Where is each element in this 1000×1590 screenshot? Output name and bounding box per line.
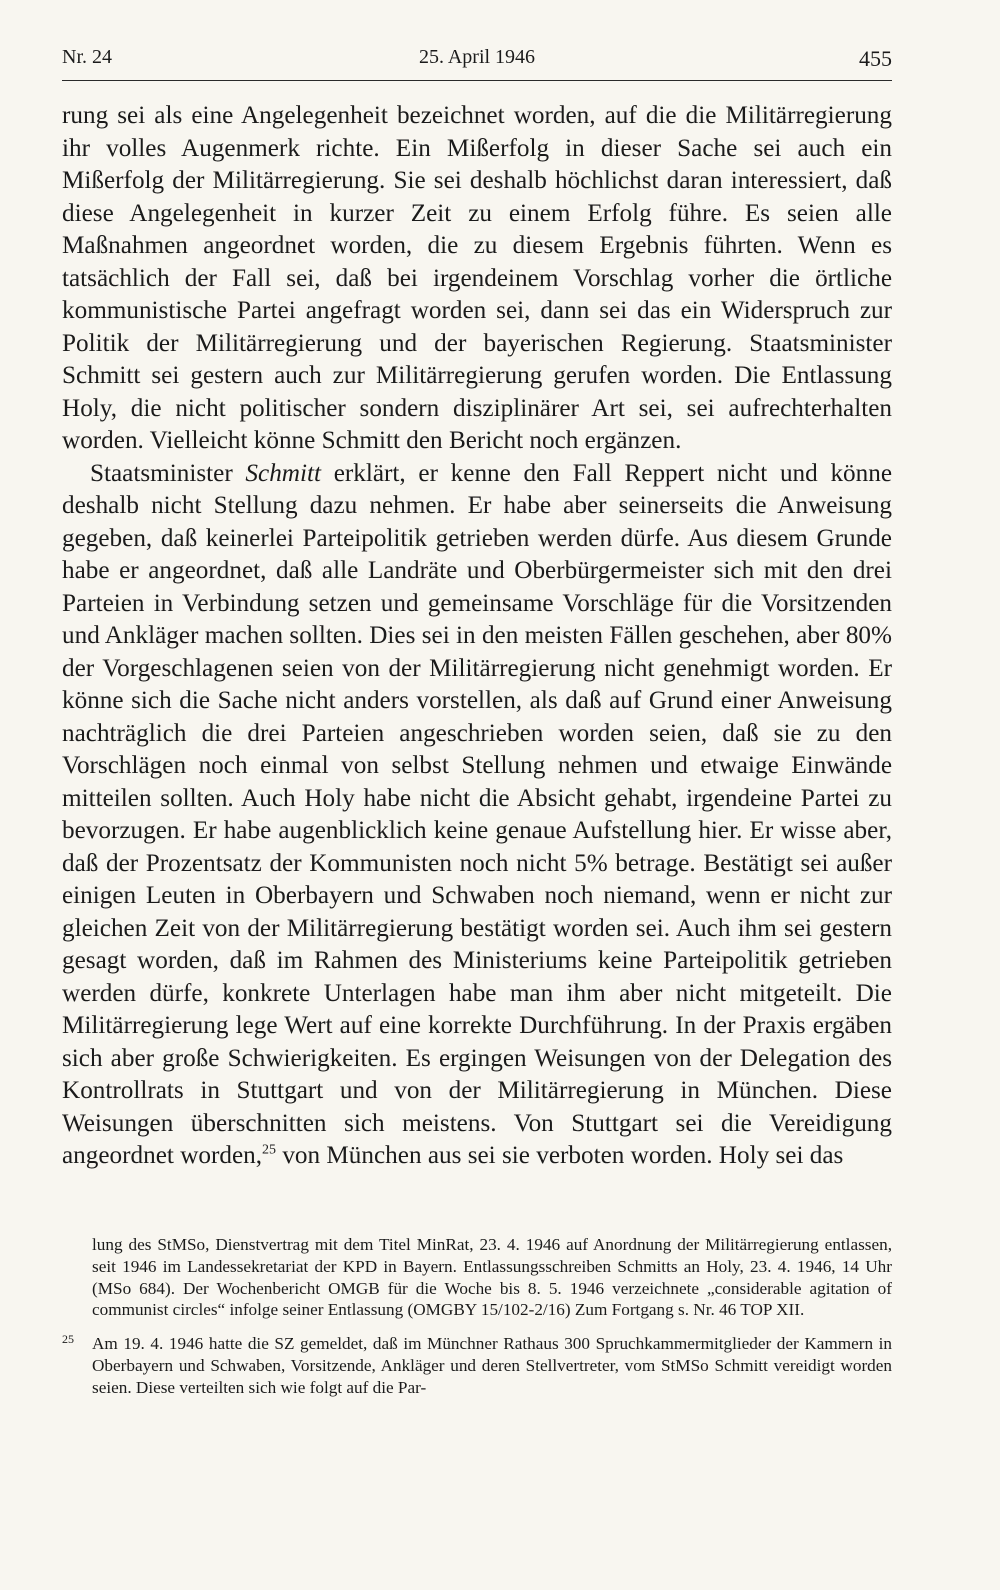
paragraph-2-lead: Staatsminister: [90, 459, 233, 487]
footnote-25-text: Am 19. 4. 1946 hatte die SZ gemeldet, daß im Münchner Rathaus 300 Spruchkammermitglieder der Kammern in Oberbayern und Schwaben, Vorsitzende, Ankläger und deren Stellvertreter, vom StMSo Schmitt vereidigt worden seien. Diese verteilten sich wie folgt auf die Par-: [92, 1334, 892, 1397]
session-date: 25. April 1946: [418, 46, 536, 68]
header-rule: [62, 80, 892, 81]
speaker-name: Schmitt: [245, 459, 321, 487]
footnotes: [62, 1234, 892, 1399]
footnote-25-number: 25: [62, 1332, 74, 1347]
paragraph-1: rung sei als eine Angelegenheit bezeichnet worden, auf die die Militärregierung ihr volles Augenmerk richte. Ein Mißerfolg in dieser Sache sei auch ein Mißerfolg der Militärregierung. Sie sei deshalb höchlichst daran interessiert, daß diese Angelegenheit in kurzer Zeit zu einem Erfolg führe. Es seien alle Maßnahmen angeordnet worden, die zu diesem Ergebnis führten. Wenn es tatsächlich der Fall sei, daß bei irgendeinem Vorschlag vorher die örtliche kommunistische Partei angefragt worden sei, dann sei das ein Widerspruch zur Politik der Militärregierung und der bayerischen Regierung. Staatsminister Schmitt sei gestern auch zur Militärregierung gerufen worden. Die Entlassung Holy, die nicht politischer sondern disziplinärer Art sei, sei aufrechterhalten worden. Vielleicht könne Schmitt den Bericht noch ergänzen.: [62, 102, 892, 454]
footnote-continuation: lung des StMSo, Dienstvertrag mit dem Titel MinRat, 23. 4. 1946 auf Anordnung der Militärregierung entlassen, seit 1946 im Landessekretariat der KPD in Bayern. Entlassungsschreiben Schmitts an Holy, 23. 4. 1946, 14 Uhr (MSo 684). Der Wochenbericht OMGB für die Woche bis 8. 5. 1946 verzeichnete „considerable agitation of communist circles“ infolge seiner Entlassung (OMGBY 15/102-2/16) Zum Fortgang s. Nr. 46 TOP XII.: [92, 1235, 892, 1320]
paragraph-2: [62, 458, 892, 1173]
document-number: Nr. 24: [62, 46, 112, 68]
paragraph-2-main: erklärt, er kenne den Fall Reppert nicht und könne deshalb nicht Stellung dazu nehmen. Er habe aber seinerseits die Anweisung gegeben, daß keinerlei Parteipolitik getrieben werden dürfe. Aus diesem Grunde habe er angeordnet, daß alle Landräte und Oberbürgermeister sich mit den drei Parteien in Verbindung setzen und gemeinsame Vorschläge für die Vorsitzenden und Ankläger machen sollten. Dies sei in den meisten Fällen geschehen, aber 80% der Vorgeschlagenen seien von der Militärregierung nicht genehmigt worden. Er könne sich die Sache nicht anders vorstellen, als daß auf Grund einer Anweisung nachträglich die drei Parteien angeschrieben worden seien, daß sie zu den Vorschlägen noch einmal von selbst Stellung nehmen und etwaige Einwände mitteilen sollten. Auch Holy habe nicht die Absicht gehabt, irgendeine Partei zu bevorzugen. Er habe augenblicklich keine genaue Aufstellung hier. Er wisse aber, daß der Prozentsatz der Kommunisten noch nicht 5% betrage. Bestätigt sei außer einigen Leuten in Oberbayern und Schwaben noch niemand, wenn er nicht zur gleichen Zeit von der Militärregierung bestätigt worden sei. Auch ihm sei gestern gesagt worden, daß im Rahmen des Ministeriums keine Parteipolitik getrieben werden dürfe, konkrete Unterlagen habe man ihm aber nicht mitgeteilt. Die Militärregierung lege Wert auf eine korrekte Durchführung. In der Praxis ergäben sich aber große Schwierigkeiten. Es ergingen Weisungen von der Delegation des Kontrollrats in Stuttgart und von der Militärregierung in München. Diese Weisungen überschnitten sich meistens. Von Stuttgart sei die Vereidigung angeordnet worden,: [62, 459, 892, 1169]
footnote-25: [62, 1333, 892, 1398]
running-header: [62, 46, 892, 76]
page-number: 455: [859, 46, 892, 71]
footnote-ref-25: 25: [262, 1142, 277, 1158]
paragraph-2-tail: von München aus sei sie verboten worden. Holy sei das: [276, 1142, 844, 1169]
main-text: [62, 100, 892, 1173]
